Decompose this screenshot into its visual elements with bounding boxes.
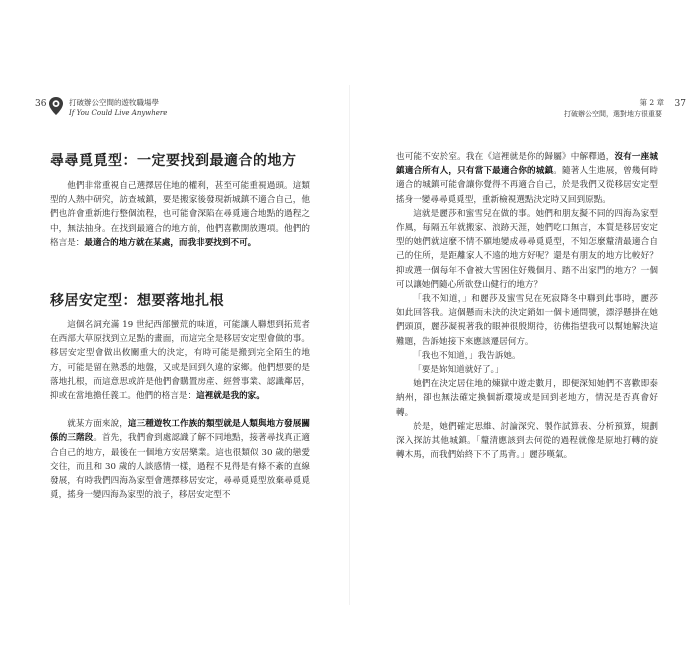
right-body (396, 150, 658, 462)
running-header-title-right: 打破辦公空間，選對地方很重要 (564, 110, 662, 118)
section-heading-seekers: 尋尋覓覓型：一定要找到最適合的地方 (50, 153, 297, 169)
paragraph-text: 。隨著人生進展，曾幾何時適合的城鎮可能會讓你覺得不再適合自己，於是我們又從移居安定型搖身一變尋尋覓覓型，重新檢視選點決定時又回到原點。 (396, 166, 658, 205)
page-number-left: 36 (35, 99, 47, 109)
paragraph-lead: 就某方面來說， (67, 419, 128, 430)
running-header-title: 打破辦公空間的遊牧職場學 (69, 98, 159, 107)
motto-bold: 最適合的地方就在某處，而我非要找到不可。 (84, 237, 257, 248)
running-header-chapter: 第 2 章 (639, 98, 664, 107)
right-page (352, 0, 700, 651)
emphasis-bold: 這三種遊牧工作族的類型就是人類與地方發展關係的三階段 (50, 419, 310, 444)
motto-bold: 這裡就是我的家。 (196, 391, 265, 402)
paragraph-text: 。首先，我們會到處認識了解不同地點，接著尋找真正適合自己的地方，最後在一個地方安居樂業。這也很類似 30 歲的戀愛交往，而且和 30 歲的人談感情一樣，過程不見得是有條不紊的直線發展，有時我們四海為家型會選擇移居安定，尋尋覓覓型放棄尋覓覓覓，搖身一變四海為家型的浪子，移居安定型不 (50, 433, 310, 501)
paragraph-text: 也可能不安於室。我在《這裡就是你的歸屬》中解釋過， (396, 152, 615, 162)
paragraph: 於是，她們確定思維、討論深究、製作試算表、分析預算，規劃深入探訪其他城鎮。「釐清應該到去何從的過程就像是原地打轉的旋轉木馬，而我們始終下不了馬背。」麗莎嘆氣。 (396, 421, 658, 461)
paragraph (50, 318, 310, 403)
paragraph: 這就是麗莎和蜜雪兒在做的事。她們和朋友擬不同的四海為家型作風，每隔五年就搬家、浪跡天涯，她們吃口無言，本質是移居安定型的她們就這麼不情不願地變成尋尋覓覓型，不知怎麼釐清最適合自己的住所，是距離家人不遠的地方好呢？還是有朋友的地方比較好？抑或選一個每年不會被大雪困住好幾個月、踏不出家門的地方？一個可以讓她們隨心所欲登山健行的地方？ (396, 208, 658, 290)
running-header-subtitle: If You Could Live Anywhere (69, 109, 168, 117)
left-page (0, 0, 348, 651)
paragraph: 「我不知道，」和麗莎及蜜雪兒在死寂降冬中聯到此事時，麗莎如此回答我。這個懸而未決的決定銷如一個卡通問號，漂浮懸掛在她們頭頂，麗莎凝視著我的眼神很殷期待，彷佛指望我可以幫她解決這難題，告訴她接下來應該遷居何方。 (396, 294, 658, 347)
paragraph (50, 179, 310, 250)
section-heading-settlers: 移居安定型：想要落地扎根 (50, 293, 224, 309)
section-body-seekers (50, 179, 310, 250)
book-gutter (349, 85, 350, 605)
section-body-settlers (50, 318, 310, 502)
paragraph (50, 417, 310, 502)
paragraph: 她們在決定居住地的煉獄中遊走數月，即便深知她們不喜歡即泰納州，卻也無法確定換個新環境或是回到老地方，情況是否真會好轉。 (396, 379, 658, 418)
emphasis-bold: 沒有一座城鎮適合所有人，只有當下最適合你的城鎮 (396, 152, 658, 177)
paragraph (396, 150, 658, 207)
paragraph: 「要是妳知道就好了。」 (413, 365, 504, 376)
paragraph-text: 他們非常重視自己選擇居住地的權利，甚至可能重視過頭。這類型的人熱中研究，訪查城鎮，要是搬家後發現新城鎮不適合自己，他們也許會重新進行整個流程，也可能會深陷在尋覓適合地點的過程之中，無法抽身。在找到最適合的地方前，他們喜歡開放選項。他們的格言是： (50, 181, 310, 248)
location-pin-icon (48, 96, 64, 116)
paragraph: 「我也不知道，」我告訴她。 (413, 350, 521, 361)
paragraph-text: 這個名詞充滿 19 世紀西部蠻荒的味道，可能讓人聯想到拓荒者在西部大草原找到立足點的畫面，而這完全是移居安定型會做的事。移居安定型會做出攸關重大的決定，有時可能是搬到完全陌生的地方，可能是留在熟悉的地盤，又或是回到久違的家鄉。他們想要的是落地扎根，而這意思或許是他們會購置房產、經營事業、認識鄰居，抑或在當地擔任義工。他們的格言是： (50, 320, 310, 402)
page-number-right: 37 (674, 99, 686, 109)
